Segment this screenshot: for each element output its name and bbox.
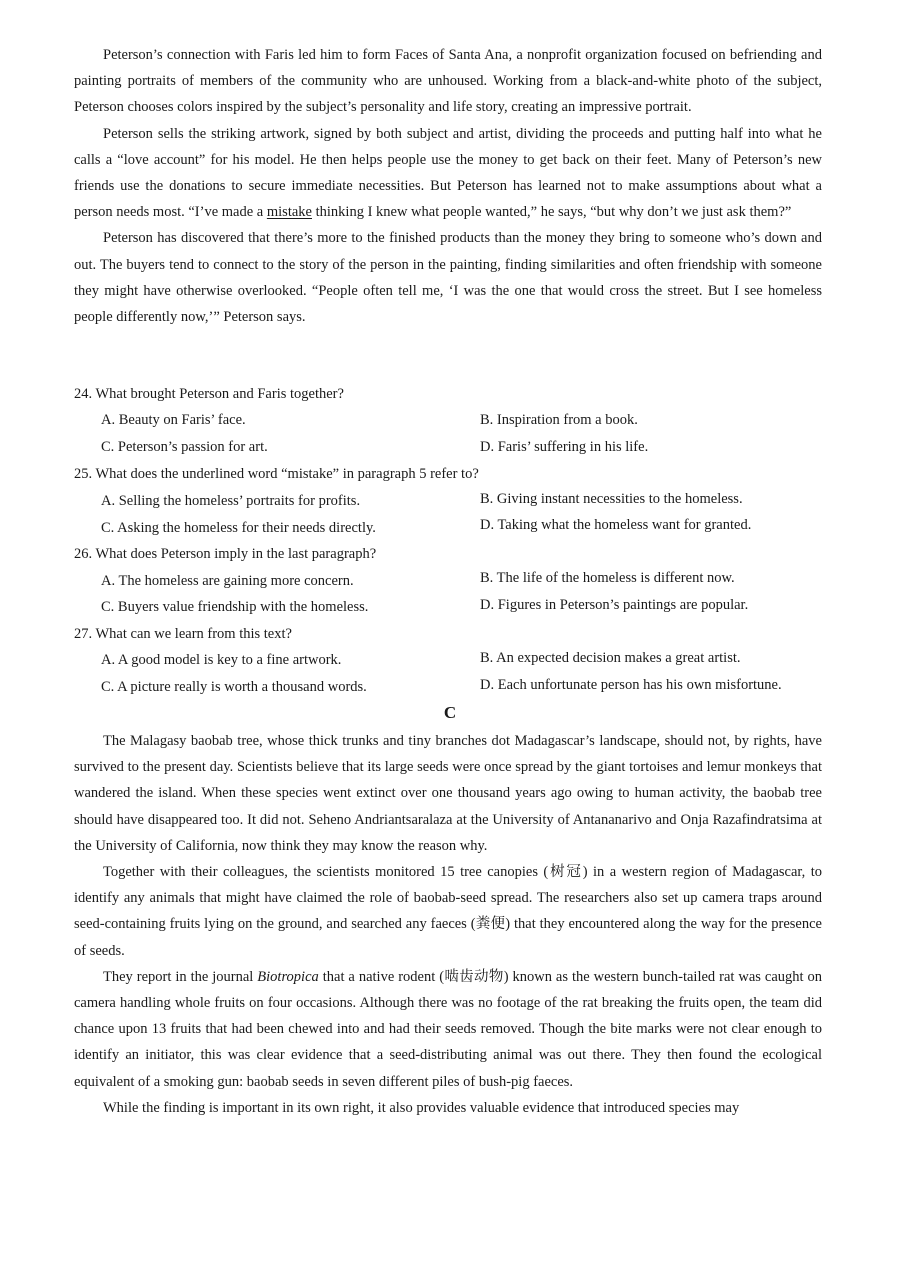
question-24-stem: 24. What brought Peterson and Faris together?: [74, 386, 344, 402]
question-26-option-c[interactable]: C. Buyers value friendship with the homeless.: [101, 599, 369, 615]
passage-b-paragraph-3: Peterson has discovered that there’s more to the finished products than the money they bring to someone who’s down and out. The buyers tend to connect to the story of the person in the painting, finding similarities and often friendship with someone they might have otherwise overlooked. “People often tell me, ‘I was the one that would cross the street. But I see homeless people differently now,’” Peterson says.: [74, 230, 822, 326]
question-27-stem: 27. What can we learn from this text?: [74, 626, 292, 642]
underlined-word-mistake: mistake: [266, 204, 312, 221]
passage-c-paragraph-2: Together with their colleagues, the scientists monitored 15 tree canopies (树冠) in a western region of Madagascar, to identify any animals that might have claimed the role of baobab-seed spread. The researchers also set up camera traps around seed-containing fruits lying on the ground, and searched any faeces (粪便) that they encountered along the way for the presence of seeds.: [74, 864, 822, 959]
journal-name: Biotropica: [257, 968, 319, 985]
passage-c: [74, 728, 822, 1121]
paragraph-text: that a native rodent (啮齿动物) known as the western bunch-tailed rat was caught on camera handling whole fruits on four occasions. Although there was no footage of the rat breaking the fruits open, the team did chance upon 13 fruits that had been chewed into and had their seeds removed. Though the bite marks were not clear enough to identify an initiator, this was clear evidence that a seed-distributing animal was out there. They then found the ecological equivalent of a smoking gun: baobab seeds in seven different piles of bush-pig faeces.: [74, 968, 822, 1090]
question-24-option-a[interactable]: A. Beauty on Faris’ face.: [101, 412, 246, 428]
paragraph-text: Peterson sells the striking artwork, signed by both subject and artist, dividing the proceeds and putting half into what he calls a “love account” for his model. He then helps people use the money to get back on their feet. Many of Peterson’s new friends use the donations to secure immediate necessities. But Peterson has learned not to make assumptions about what a person needs most. “I’ve made a: [74, 125, 822, 221]
question-27-option-a[interactable]: A. A good model is key to a fine artwork.: [101, 652, 342, 668]
passage-c-paragraph-1: The Malagasy baobab tree, whose thick trunks and tiny branches dot Madagascar’s landscape, should not, by rights, have survived to the present day. Scientists believe that its large seeds were once spread by the giant tortoises and lemur monkeys that wandered the island. When these species went extinct over one thousand years ago owing to human activity, the baobab tree should have disappeared too. It did not. Seheno Andriantsaralaza at the University of Antananarivo and Onja Razafindratsima at the University of California, now think they may know the reason why.: [74, 733, 822, 854]
passage-b-paragraph-1: Peterson’s connection with Faris led him to form Faces of Santa Ana, a nonprofit organization focused on befriending and painting portraits of members of the community who are unhoused. Working from a black-and-white photo of the subject, Peterson chooses colors inspired by the subject’s personality and life story, creating an impressive portrait.: [74, 47, 822, 116]
question-27-option-c[interactable]: C. A picture really is worth a thousand words.: [101, 679, 367, 695]
passage-b-paragraph-2: [74, 121, 822, 226]
question-25-stem: 25. What does the underlined word “mistake” in paragraph 5 refer to?: [74, 466, 479, 482]
question-24-option-b[interactable]: B. Inspiration from a book.: [480, 412, 638, 428]
question-25-option-d[interactable]: D. Taking what the homeless want for granted.: [480, 517, 752, 533]
question-24-option-d[interactable]: D. Faris’ suffering in his life.: [480, 439, 649, 455]
question-26-stem: 26. What does Peterson imply in the last paragraph?: [74, 546, 377, 562]
question-27-option-d[interactable]: D. Each unfortunate person has his own misfortune.: [480, 677, 782, 693]
question-26-option-d[interactable]: D. Figures in Peterson’s paintings are popular.: [480, 597, 749, 613]
question-26-option-a[interactable]: A. The homeless are gaining more concern.: [101, 573, 354, 589]
paragraph-text: thinking I knew what people wanted,” he says, “but why don’t we just ask them?”: [311, 204, 792, 221]
question-25-option-b[interactable]: B. Giving instant necessities to the homeless.: [480, 491, 743, 507]
question-25-option-c[interactable]: C. Asking the homeless for their needs directly.: [101, 520, 376, 536]
passage-c-paragraph-4: While the finding is important in its own right, it also provides valuable evidence that introduced species may: [103, 1099, 740, 1116]
question-25-option-a[interactable]: A. Selling the homeless’ portraits for profits.: [101, 493, 361, 509]
passage-c-paragraph-3: [74, 964, 822, 1095]
paragraph-text: They report in the journal: [103, 968, 258, 985]
question-24-option-c[interactable]: C. Peterson’s passion for art.: [101, 439, 268, 455]
question-27-option-b[interactable]: B. An expected decision makes a great artist.: [480, 650, 741, 666]
passage-b: [74, 42, 822, 330]
question-26-option-b[interactable]: B. The life of the homeless is different now.: [480, 570, 735, 586]
section-heading-c: C: [443, 703, 457, 722]
